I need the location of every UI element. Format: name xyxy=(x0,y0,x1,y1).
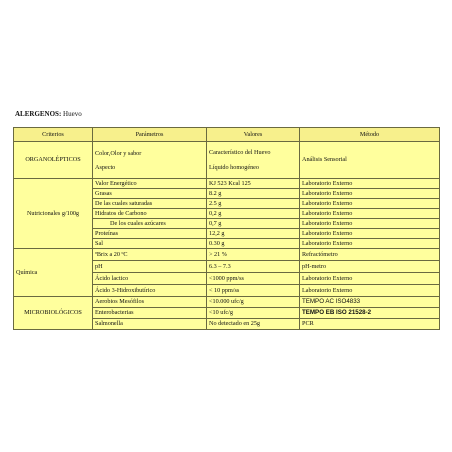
table-row xyxy=(14,249,440,261)
metodo: Refractómetro xyxy=(300,249,440,261)
valor: 6.3 – 7.3 xyxy=(207,261,300,273)
valor: 0,2 g xyxy=(207,209,300,219)
metodo: Laboratorio Externo xyxy=(300,229,440,239)
parametro: Hidratos de Carbono xyxy=(93,209,207,219)
valor: 0.30 g xyxy=(207,239,300,249)
parametro: Grasas xyxy=(93,189,207,199)
valor-caracteristico: Característico del Huevo xyxy=(209,148,271,156)
metodo: Laboratorio Externo xyxy=(300,239,440,249)
column-header-parametros: Parámetros xyxy=(93,128,207,142)
metodo: PCR xyxy=(300,319,440,330)
valor: <10.000 ufc/g xyxy=(207,297,300,308)
parametro: pH xyxy=(93,261,207,273)
valor: <10 ufc/g xyxy=(207,308,300,319)
parametro: Enterobacterias xyxy=(93,308,207,319)
table-row-organolepticos xyxy=(14,142,440,179)
valor: 12,2 g xyxy=(207,229,300,239)
table-row xyxy=(14,179,440,189)
parametro-aspecto: Aspecto xyxy=(95,163,116,171)
metodo: Laboratorio Externo xyxy=(300,273,440,285)
metodo: Laboratorio Externo xyxy=(300,199,440,209)
parametro: ºBrix a 20 ºC xyxy=(93,249,207,261)
metodo: Laboratorio Externo xyxy=(300,285,440,297)
valor: 8.2 g xyxy=(207,189,300,199)
metodo: TEMPO AC ISO4833 xyxy=(300,297,440,308)
table-header-row xyxy=(14,128,440,142)
valor: 0,7 g xyxy=(207,219,300,229)
document-heading xyxy=(15,110,82,118)
valor-cell xyxy=(207,142,300,179)
metodo: TEMPO EB ISO 21528-2 xyxy=(300,308,440,319)
metodo: Laboratorio Externo xyxy=(300,209,440,219)
parametro: De los cuales azúcares xyxy=(93,219,207,229)
parametro: Valor Energético xyxy=(93,179,207,189)
specification-table xyxy=(13,127,440,330)
parametro: Ácido 3-Hidroxibutírico xyxy=(93,285,207,297)
parametro: Salmonella xyxy=(93,319,207,330)
table-row xyxy=(14,297,440,308)
valor: KJ 523 Kcal 125 xyxy=(207,179,300,189)
metodo-analisis-sensorial: Análisis Sensorial xyxy=(300,142,440,179)
parametro-color-olor-sabor: Color,Olor y sabor xyxy=(95,150,142,158)
criterio-organolepticos: ORGANOLÉPTICOS xyxy=(14,142,93,179)
column-header-valores: Valores xyxy=(207,128,300,142)
metodo: pH-metro xyxy=(300,261,440,273)
criterio-quimica: Química xyxy=(14,249,93,297)
valor: > 21 % xyxy=(207,249,300,261)
valor: 2.5 g xyxy=(207,199,300,209)
metodo: Laboratorio Externo xyxy=(300,219,440,229)
parametro: Sal xyxy=(93,239,207,249)
parametro: Ácido lactico xyxy=(93,273,207,285)
heading-label: ALERGENOS: xyxy=(15,110,62,118)
column-header-criterios: Criterios xyxy=(14,128,93,142)
column-header-metodo: Método xyxy=(300,128,440,142)
parametro: Proteínas xyxy=(93,229,207,239)
criterio-microbiologicos: MICROBIOLÓGICOS xyxy=(14,297,93,330)
criterio-nutricionales: Nutricionales g/100g xyxy=(14,179,93,249)
valor: < 10 ppm/ss xyxy=(207,285,300,297)
heading-value: Huevo xyxy=(63,110,82,118)
parametro-cell xyxy=(93,142,207,179)
metodo: Laboratorio Externo xyxy=(300,189,440,199)
valor: <1000 ppm/ss xyxy=(207,273,300,285)
valor-liquido-homogeneo: Líquido homogéneo xyxy=(209,164,260,171)
metodo: Laboratorio Externo xyxy=(300,179,440,189)
parametro: De las cuales saturadas xyxy=(93,199,207,209)
valor: No detectado en 25g xyxy=(207,319,300,330)
parametro: Aerobios Mesófilos xyxy=(93,297,207,308)
